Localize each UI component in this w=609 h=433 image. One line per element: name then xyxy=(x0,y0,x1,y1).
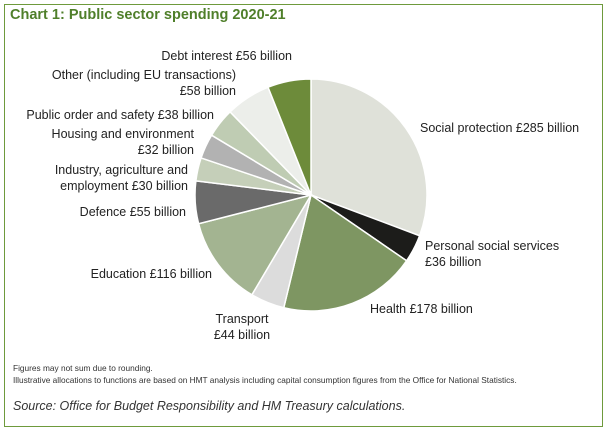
note-rounding: Figures may not sum due to rounding. xyxy=(13,363,153,373)
slice-label: Defence £55 billion xyxy=(79,205,186,219)
slice-label: Transport £44 billion xyxy=(213,312,271,342)
chart-source: Source: Office for Budget Responsibility and HM Treasury calculations. xyxy=(13,399,406,413)
slice-label: Industry, agriculture and employment £30 billion xyxy=(54,163,188,193)
slice-label: Personal social services £36 billion xyxy=(425,239,560,269)
slice-label: Education £116 billion xyxy=(90,267,212,281)
chart-notes xyxy=(13,362,517,386)
slice-label: Other (including EU transactions) £58 billion xyxy=(51,68,236,98)
slice-label: Housing and environment £32 billion xyxy=(51,127,194,157)
note-allocation: Illustrative allocations to functions are based on HMT analysis including capital consumption figures from the Office for National Statistics. xyxy=(13,375,517,385)
slice-label: Public order and safety £38 billion xyxy=(26,108,214,122)
slice-label: Health £178 billion xyxy=(370,302,473,316)
chart-title: Chart 1: Public sector spending 2020-21 xyxy=(10,7,286,23)
slice-label: Social protection £285 billion xyxy=(420,121,580,135)
slice-label: Debt interest £56 billion xyxy=(161,49,292,63)
